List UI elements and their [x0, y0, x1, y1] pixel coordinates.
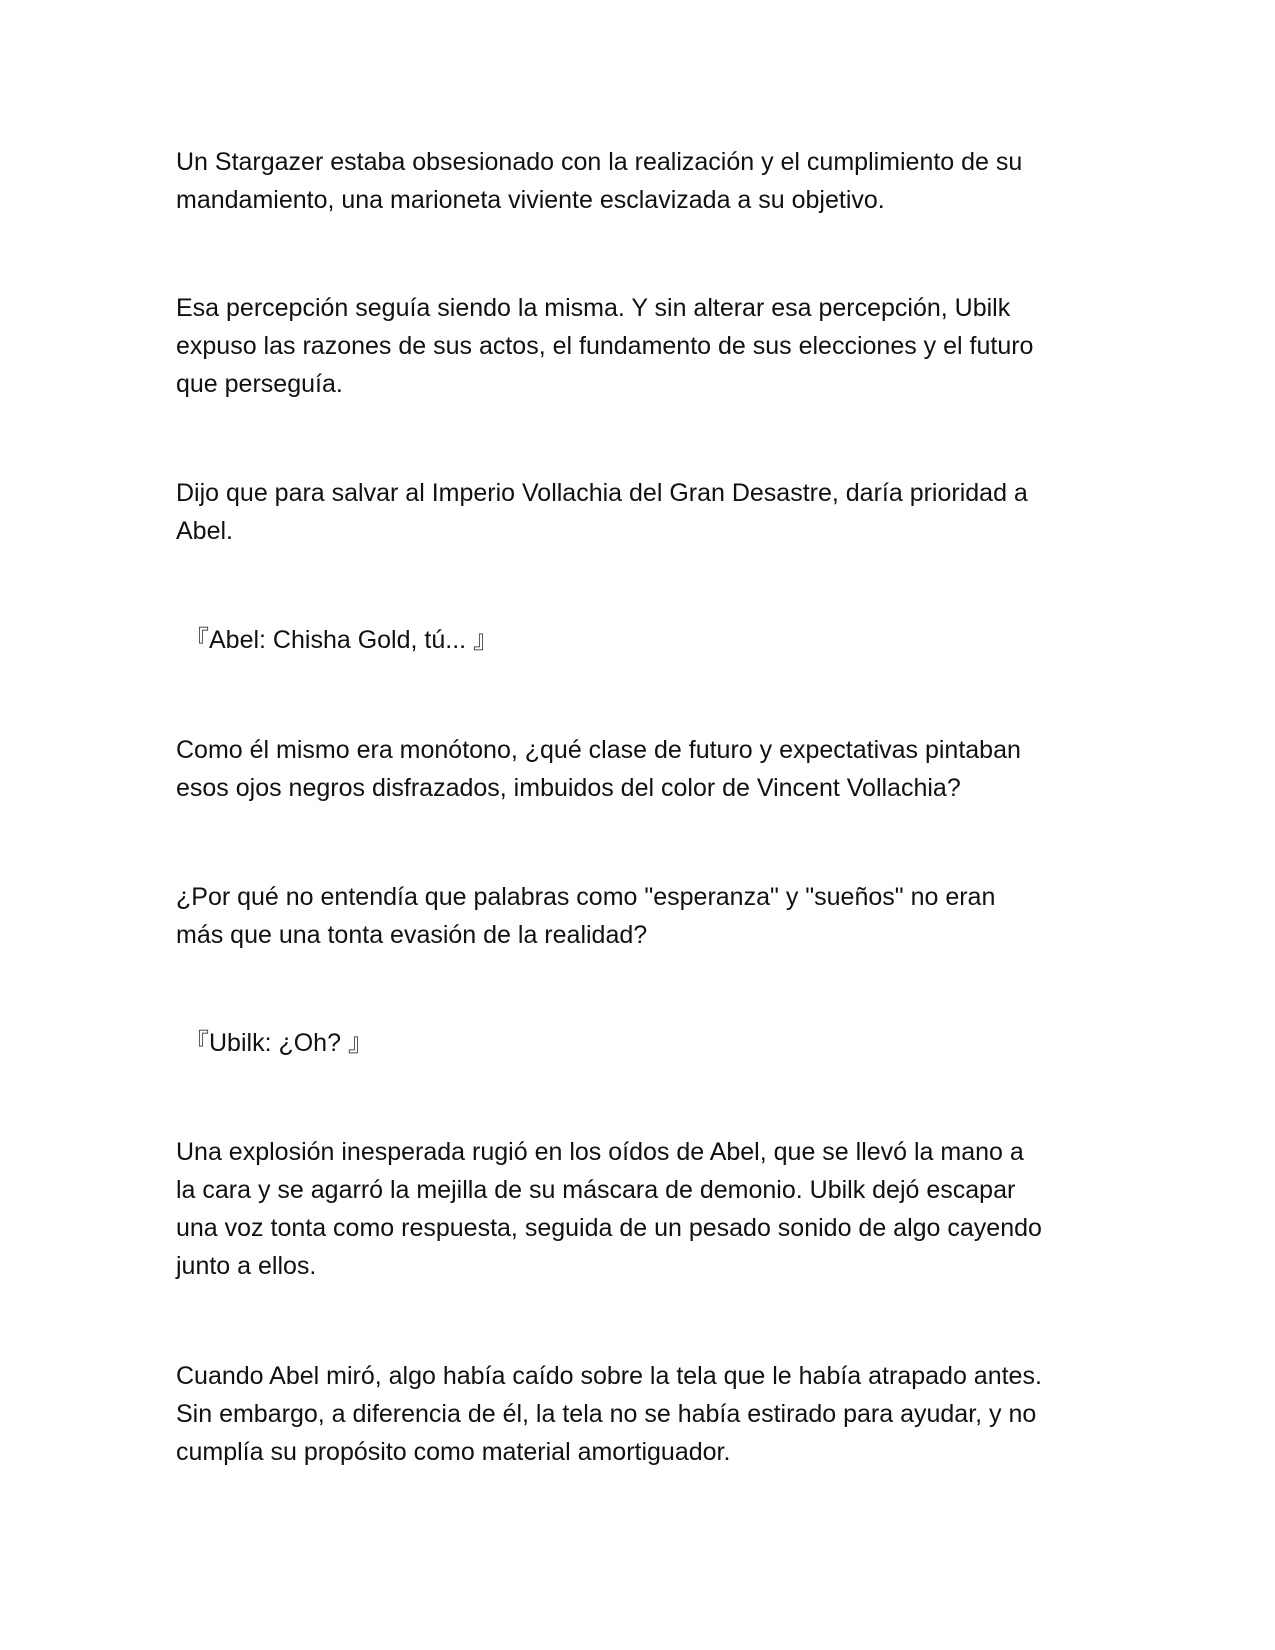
paragraph-2 — [176, 289, 1096, 403]
paragraph-1 — [176, 143, 1096, 219]
paragraph-line: mandamiento, una marioneta viviente esclavizada a su objetivo. — [176, 186, 885, 214]
paragraph-line: una voz tonta como respuesta, seguida de un pesado sonido de algo cayendo — [176, 1214, 1042, 1242]
paragraph-line: Sin embargo, a diferencia de él, la tela no se había estirado para ayudar, y no — [176, 1400, 1037, 1428]
paragraph-line: Un Stargazer estaba obsesionado con la realización y el cumplimiento de su — [176, 148, 1023, 176]
paragraph-line: cumplía su propósito como material amortiguador. — [176, 1438, 731, 1466]
paragraph-line: que perseguía. — [176, 370, 343, 398]
paragraph-line: Esa percepción seguía siendo la misma. Y sin alterar esa percepción, Ubilk — [176, 294, 1011, 322]
paragraph-line: la cara y se agarró la mejilla de su máscara de demonio. Ubilk dejó escapar — [176, 1176, 1016, 1204]
dialogue-ubilk — [184, 1024, 1104, 1062]
paragraph-5 — [176, 878, 1096, 954]
dialogue-line: 『Abel: Chisha Gold, tú... 』 — [184, 626, 499, 654]
paragraph-line: Como él mismo era monótono, ¿qué clase de futuro y expectativas pintaban — [176, 736, 1021, 764]
paragraph-6 — [176, 1133, 1096, 1285]
paragraph-line: Dijo que para salvar al Imperio Vollachia del Gran Desastre, daría prioridad a — [176, 479, 1028, 507]
paragraph-line: junto a ellos. — [176, 1252, 317, 1280]
paragraph-line: ¿Por qué no entendía que palabras como "esperanza" y "sueños" no eran — [176, 883, 996, 911]
paragraph-line: expuso las razones de sus actos, el fundamento de sus elecciones y el futuro — [176, 332, 1034, 360]
paragraph-line: esos ojos negros disfrazados, imbuidos del color de Vincent Vollachia? — [176, 774, 961, 802]
paragraph-4 — [176, 731, 1096, 807]
paragraph-3 — [176, 474, 1096, 550]
paragraph-7 — [176, 1357, 1096, 1471]
paragraph-line: Cuando Abel miró, algo había caído sobre la tela que le había atrapado antes. — [176, 1362, 1042, 1390]
dialogue-abel — [184, 621, 1104, 659]
dialogue-line: 『Ubilk: ¿Oh? 』 — [184, 1029, 373, 1057]
paragraph-line: más que una tonta evasión de la realidad? — [176, 921, 648, 949]
paragraph-line: Una explosión inesperada rugió en los oídos de Abel, que se llevó la mano a — [176, 1138, 1024, 1166]
paragraph-line: Abel. — [176, 517, 233, 545]
